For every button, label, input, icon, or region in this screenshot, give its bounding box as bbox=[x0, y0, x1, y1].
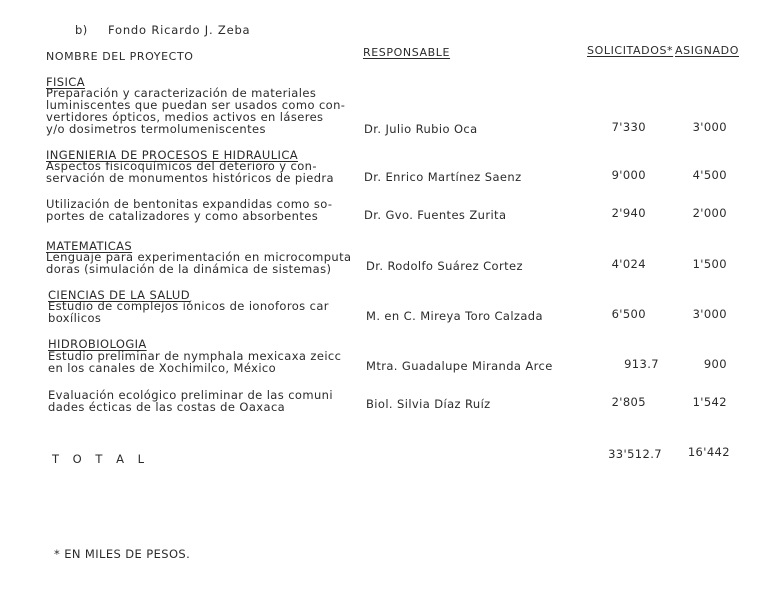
requested-amount: 2'805 bbox=[611, 395, 646, 409]
responsible-name: Mtra. Guadalupe Miranda Arce bbox=[366, 359, 553, 373]
project-line: y/o dosimetros termolumeniscentes bbox=[46, 122, 266, 136]
assigned-amount: 1'542 bbox=[692, 395, 727, 409]
column-header-responsible: RESPONSABLE bbox=[363, 46, 451, 59]
assigned-amount: 3'000 bbox=[692, 307, 727, 321]
responsible-name: Biol. Silvia Díaz Ruíz bbox=[366, 397, 491, 411]
category-label: FISICA bbox=[46, 75, 85, 89]
column-header-assigned: ASIGNADO bbox=[675, 44, 739, 57]
column-header-requested: SOLICITADOS* bbox=[587, 44, 674, 57]
project-line: Utilización de bentonitas expandidas como so- bbox=[46, 197, 333, 211]
project-line: Lenguaje para experimentación en microcomputa bbox=[46, 250, 352, 264]
assigned-amount: 2'000 bbox=[692, 206, 727, 220]
project-line: servación de monumentos históricos de piedra bbox=[46, 171, 334, 185]
requested-amount: 9'000 bbox=[611, 168, 646, 182]
assigned-amount: 1'500 bbox=[692, 257, 727, 271]
responsible-name: Dr. Enrico Martínez Saenz bbox=[364, 170, 522, 184]
category-label: HIDROBIOLOGIA bbox=[48, 337, 147, 351]
total-assigned: 16'442 bbox=[687, 445, 730, 459]
assigned-amount: 3'000 bbox=[692, 120, 727, 134]
project-line: doras (simulación de la dinámica de sistemas) bbox=[46, 262, 332, 276]
project-line: Evaluación ecológico preliminar de las comuni bbox=[48, 388, 333, 402]
section-letter: b) bbox=[75, 23, 88, 37]
project-line: Preparación y caracterización de materiales bbox=[46, 86, 317, 100]
requested-amount: 4'024 bbox=[611, 257, 646, 271]
category-label: MATEMATICAS bbox=[46, 239, 133, 253]
fund-title: Fondo Ricardo J. Zeba bbox=[108, 23, 251, 37]
project-line: portes de catalizadores y como absorbentes bbox=[46, 209, 319, 223]
responsible-name: Dr. Rodolfo Suárez Cortez bbox=[366, 259, 523, 273]
total-label: T O T A L bbox=[52, 452, 149, 466]
project-line: Aspectos fisicoquímicos del deterioro y con- bbox=[46, 159, 317, 173]
requested-amount: 2'940 bbox=[611, 206, 646, 220]
project-line: Estudio de complejos iónicos de ionoforos car bbox=[48, 299, 329, 313]
requested-amount: 913.7 bbox=[624, 357, 659, 371]
project-line: luminiscentes que puedan ser usados como con- bbox=[46, 98, 346, 112]
responsible-name: Dr. Gvo. Fuentes Zurita bbox=[364, 208, 507, 222]
project-line: vertidores ópticos, medios activos en láseres bbox=[46, 110, 324, 124]
requested-amount: 7'330 bbox=[611, 120, 646, 134]
responsible-name: Dr. Julio Rubio Oca bbox=[364, 122, 478, 136]
assigned-amount: 900 bbox=[703, 357, 727, 371]
project-line: Estudio preliminar de nymphala mexicaxa zeicc bbox=[48, 349, 342, 363]
assigned-amount: 4'500 bbox=[692, 168, 727, 182]
category-label: INGENIERIA DE PROCESOS E HIDRAULICA bbox=[46, 148, 299, 162]
responsible-name: M. en C. Mireya Toro Calzada bbox=[366, 309, 543, 323]
footnote: * EN MILES DE PESOS. bbox=[54, 547, 191, 561]
requested-amount: 6'500 bbox=[611, 307, 646, 321]
project-line: dades écticas de las costas de Oaxaca bbox=[48, 400, 286, 414]
project-line: en los canales de Xochimilco, México bbox=[48, 361, 277, 375]
project-line: boxílicos bbox=[48, 311, 102, 325]
total-requested: 33'512.7 bbox=[608, 447, 662, 461]
category-label: CIENCIAS DE LA SALUD bbox=[48, 288, 190, 302]
column-header-project: NOMBRE DEL PROYECTO bbox=[46, 50, 194, 63]
